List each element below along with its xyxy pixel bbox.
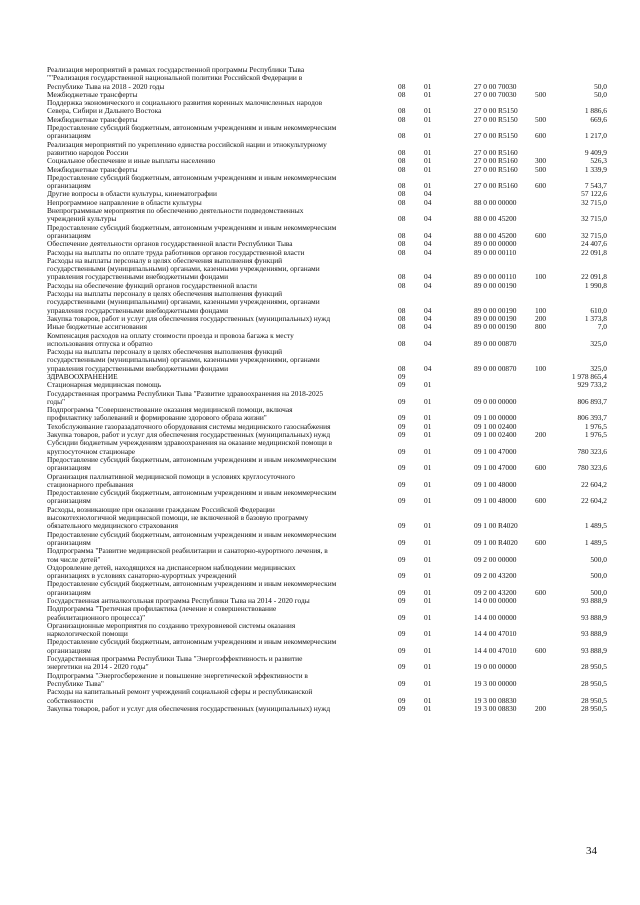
amount: 93 888,9 bbox=[581, 612, 607, 622]
table-row bbox=[47, 257, 607, 282]
section-code: 09 bbox=[398, 695, 406, 705]
subsection-code: 01 bbox=[424, 554, 432, 564]
table-row bbox=[47, 506, 607, 531]
subsection-code: 01 bbox=[424, 678, 432, 688]
subsection-code: 04 bbox=[424, 230, 432, 240]
section-code: 09 bbox=[398, 596, 406, 605]
expense-type-code: 500 bbox=[535, 89, 547, 99]
target-item-code: 27 0 00 R5150 bbox=[474, 106, 518, 116]
amount: 526,3 bbox=[590, 156, 607, 166]
table-row bbox=[47, 622, 607, 639]
amount: 32 715,0 bbox=[581, 230, 607, 240]
section-code: 08 bbox=[398, 147, 406, 157]
target-item-code: 19 3 00 08830 bbox=[474, 703, 517, 713]
subsection-code: 01 bbox=[424, 629, 432, 639]
target-item-code: 89 0 00 00190 bbox=[474, 280, 517, 290]
expense-name: Подпрограмма "Третичная профилактика (лечение и совершенствование реабилитационного процесса)" bbox=[47, 604, 277, 622]
target-item-code: 27 0 00 R5150 bbox=[474, 114, 518, 124]
table-row bbox=[47, 439, 607, 456]
section-code: 08 bbox=[398, 230, 406, 240]
subsection-code: 01 bbox=[424, 380, 432, 390]
target-item-code: 09 2 00 43200 bbox=[474, 571, 517, 581]
section-code: 09 bbox=[398, 554, 406, 564]
amount: 1 339,9 bbox=[584, 164, 607, 174]
subsection-code: 01 bbox=[424, 662, 432, 672]
subsection-code: 01 bbox=[424, 521, 432, 531]
expense-name: Субсидии бюджетным учреждениям здравоохранения на оказание медицинской помощи в круглосуточном стационаре bbox=[47, 438, 333, 456]
section-code: 08 bbox=[398, 272, 406, 282]
expense-name: Организационные мероприятия по созданию трехуровневой системы оказания наркологической помощи bbox=[47, 620, 296, 639]
amount: 780 323,6 bbox=[577, 463, 607, 473]
subsection-code: 01 bbox=[424, 421, 432, 431]
expense-name: Компенсация расходов на оплату стоимости проезда и провоза багажа к месту использования отпуска и обратно bbox=[47, 330, 294, 348]
subsection-code: 01 bbox=[424, 81, 432, 91]
subsection-code: 01 bbox=[424, 695, 432, 705]
amount: 28 950,5 bbox=[581, 695, 607, 705]
table-row bbox=[47, 224, 607, 241]
table-row bbox=[47, 141, 607, 158]
target-item-code: 27 0 00 70030 bbox=[474, 81, 517, 91]
amount: 929 733,2 bbox=[577, 380, 607, 390]
expense-name: Расходы на капитальный ремонт учреждений социальной сферы и республиканской собственности bbox=[47, 687, 313, 705]
amount: 24 407,6 bbox=[581, 239, 607, 249]
table-row bbox=[47, 688, 607, 705]
target-item-code: 09 1 00 00000 bbox=[474, 413, 517, 423]
expense-name: Закупка товаров, работ и услуг для обеспечения государственных (муниципальных) нужд bbox=[47, 313, 331, 323]
expense-name: Расходы на выплаты персоналу в целях обеспечения выполнения функций государственными (муниципальными) органами, казенными учреждениями, органами управления государственными внебюджетными фондами bbox=[47, 255, 320, 282]
section-code: 09 bbox=[398, 463, 406, 473]
target-item-code: 19 3 00 00000 bbox=[474, 678, 517, 688]
target-item-code: 14 4 00 47010 bbox=[474, 629, 517, 639]
expense-type-code: 100 bbox=[535, 363, 547, 373]
amount: 32 715,0 bbox=[581, 214, 607, 224]
expense-name: Организация паллиативной медицинской помощи в условиях круглосуточного стационарного пребывания bbox=[47, 471, 295, 489]
section-code: 08 bbox=[398, 197, 406, 207]
subsection-code: 04 bbox=[424, 189, 432, 199]
expense-type-code: 600 bbox=[535, 537, 547, 547]
section-code: 08 bbox=[398, 338, 406, 348]
amount: 93 888,9 bbox=[581, 596, 607, 605]
target-item-code: 09 2 00 00000 bbox=[474, 554, 517, 564]
expense-name: Реализация мероприятий по укреплению единства российской нации и этнокультурному развитию народов России bbox=[47, 139, 327, 157]
amount: 32 715,0 bbox=[581, 197, 607, 207]
section-code: 08 bbox=[398, 114, 406, 124]
target-item-code: 09 1 00 02400 bbox=[474, 421, 517, 431]
page-number: 34 bbox=[586, 845, 597, 857]
amount: 50,0 bbox=[594, 89, 607, 99]
target-item-code: 14 4 00 00000 bbox=[474, 612, 517, 622]
section-code: 09 bbox=[398, 380, 406, 390]
subsection-code: 04 bbox=[424, 363, 432, 373]
section-code: 09 bbox=[398, 703, 406, 713]
table-row bbox=[47, 332, 607, 349]
section-code: 08 bbox=[398, 181, 406, 191]
section-code: 09 bbox=[398, 479, 406, 489]
target-item-code: 27 0 00 R5160 bbox=[474, 164, 518, 174]
expense-name: Межбюджетные трансферты bbox=[47, 89, 138, 99]
expense-name: Государственная программа Республики Тыва "Развитие здравоохранения на 2018-2025 годы" bbox=[47, 388, 324, 406]
target-item-code: 19 3 00 08830 bbox=[474, 695, 517, 705]
expense-name: Техобслуживание газоразадаточного оборудования системы медицинского газоснабжения bbox=[47, 421, 331, 431]
subsection-code: 04 bbox=[424, 305, 432, 315]
expense-type-code: 500 bbox=[535, 164, 547, 174]
table-row bbox=[47, 348, 607, 373]
expense-name: Предоставление субсидий бюджетным, автономным учреждениям и иным некоммерческим организациям bbox=[47, 172, 337, 191]
amount: 1 489,5 bbox=[584, 537, 607, 547]
amount: 22 604,2 bbox=[581, 479, 607, 489]
target-item-code: 27 0 00 R5160 bbox=[474, 156, 518, 166]
amount: 28 950,5 bbox=[581, 662, 607, 672]
subsection-code: 01 bbox=[424, 413, 432, 423]
amount: 28 950,5 bbox=[581, 703, 607, 713]
section-code: 08 bbox=[398, 214, 406, 224]
subsection-code: 01 bbox=[424, 496, 432, 506]
amount: 1 976,5 bbox=[584, 421, 607, 431]
table-row bbox=[47, 605, 607, 622]
subsection-code: 01 bbox=[424, 596, 432, 605]
subsection-code: 01 bbox=[424, 164, 432, 174]
subsection-code: 04 bbox=[424, 247, 432, 257]
expense-name: Подпрограмма "Совершенствование оказания медицинской помощи, включая профилактику заболеваний и формирование здорового образа жизни" bbox=[47, 405, 293, 423]
section-code: 09 bbox=[398, 421, 406, 431]
expense-name: Межбюджетные трансферты bbox=[47, 164, 138, 174]
section-code: 09 bbox=[398, 629, 406, 639]
amount: 500,0 bbox=[590, 554, 607, 564]
expense-name: Непрограммное направление в области культуры bbox=[47, 197, 202, 207]
amount: 806 393,7 bbox=[577, 413, 607, 423]
section-code: 09 bbox=[398, 645, 406, 655]
table-row bbox=[47, 655, 607, 672]
expense-name: Иные бюджетные ассигнования bbox=[47, 322, 148, 332]
subsection-code: 01 bbox=[424, 571, 432, 581]
table-row bbox=[47, 580, 607, 597]
target-item-code: 89 0 00 00000 bbox=[474, 239, 517, 249]
expense-name: ЗДРАВООХРАНЕНИЕ bbox=[47, 371, 118, 381]
section-code: 09 bbox=[398, 571, 406, 581]
expense-name: Предоставление субсидий бюджетным, автономным учреждениям и иным некоммерческим организациям bbox=[47, 222, 337, 240]
expense-name: Государственная программа Республики Тыва "Энергоэффективность и развитие энергетики на 2014 - 2020 годы" bbox=[47, 654, 303, 672]
table-row bbox=[47, 124, 607, 141]
table-row bbox=[47, 207, 607, 224]
amount: 1 978 865,4 bbox=[571, 371, 607, 381]
target-item-code: 09 1 00 47000 bbox=[474, 463, 517, 473]
amount: 1 976,5 bbox=[584, 430, 607, 440]
amount: 22 091,8 bbox=[581, 272, 607, 282]
section-code: 08 bbox=[398, 305, 406, 315]
expense-type-code: 600 bbox=[535, 131, 547, 141]
target-item-code: 27 0 00 R5160 bbox=[474, 181, 518, 191]
expense-name: Предоставление субсидий бюджетным, автономным учреждениям и иным некоммерческим организациям bbox=[47, 637, 337, 655]
table-row bbox=[47, 547, 607, 564]
expense-name: Расходы, возникающие при оказании гражданам Российской Федерации высокотехнологичной медицинской помощи, не включенной в базовую программу обязательного медицинского страхования bbox=[47, 504, 309, 531]
subsection-code: 01 bbox=[424, 181, 432, 191]
expense-type-code: 200 bbox=[535, 430, 547, 440]
section-code: 08 bbox=[398, 239, 406, 249]
subsection-code: 04 bbox=[424, 197, 432, 207]
amount: 780 323,6 bbox=[577, 446, 607, 456]
target-item-code: 88 0 00 45200 bbox=[474, 214, 517, 224]
subsection-code: 01 bbox=[424, 537, 432, 547]
section-code: 08 bbox=[398, 131, 406, 141]
amount: 325,0 bbox=[590, 338, 607, 348]
expense-type-code: 500 bbox=[535, 114, 547, 124]
expense-name: Поддержка экономического и социального развития коренных малочисленных народов Севера, Сибири и Дальнего Востока bbox=[47, 98, 323, 116]
expense-name: Предоставление субсидий бюджетным, автономным учреждениям и иным некоммерческим организациям bbox=[47, 123, 337, 141]
expense-name: Обеспечение деятельности органов государственной власти Республики Тыва bbox=[47, 239, 293, 249]
amount: 806 893,7 bbox=[577, 396, 607, 406]
subsection-code: 01 bbox=[424, 131, 432, 141]
target-item-code: 09 1 00 48000 bbox=[474, 496, 517, 506]
subsection-code: 04 bbox=[424, 280, 432, 290]
section-code: 08 bbox=[398, 189, 406, 199]
section-code: 09 bbox=[398, 612, 406, 622]
section-code: 08 bbox=[398, 156, 406, 166]
subsection-code: 01 bbox=[424, 463, 432, 473]
target-item-code: 89 0 00 00870 bbox=[474, 363, 517, 373]
target-item-code: 89 0 00 00110 bbox=[474, 247, 517, 257]
subsection-code: 01 bbox=[424, 156, 432, 166]
subsection-code: 04 bbox=[424, 239, 432, 249]
amount: 28 950,5 bbox=[581, 678, 607, 688]
subsection-code: 01 bbox=[424, 147, 432, 157]
section-code: 09 bbox=[398, 678, 406, 688]
expense-type-code: 600 bbox=[535, 181, 547, 191]
subsection-code: 01 bbox=[424, 703, 432, 713]
expense-name: Расходы на выплаты персоналу в целях обеспечения выполнения функций государственными (муниципальными) органами, казенными учреждениями, органами управления государственными внебюджетными фондами bbox=[47, 347, 320, 373]
section-code: 09 bbox=[398, 521, 406, 531]
amount: 1 373,8 bbox=[584, 313, 607, 323]
amount: 9 409,9 bbox=[584, 147, 607, 157]
table-row bbox=[47, 406, 607, 423]
table-row bbox=[47, 531, 607, 548]
subsection-code: 01 bbox=[424, 446, 432, 456]
amount: 1 489,5 bbox=[584, 521, 607, 531]
subsection-code: 04 bbox=[424, 322, 432, 332]
table-row bbox=[47, 66, 607, 91]
table-row bbox=[47, 638, 607, 655]
expense-name: Социальное обеспечение и иные выплаты населению bbox=[47, 156, 216, 166]
table-row bbox=[47, 473, 607, 490]
expense-type-code: 600 bbox=[535, 230, 547, 240]
target-item-code: 09 1 00 02400 bbox=[474, 430, 517, 440]
table-row bbox=[47, 174, 607, 191]
expense-name: Закупка товаров, работ и услуг для обеспечения государственных (муниципальных) нужд bbox=[47, 430, 331, 440]
section-code: 09 bbox=[398, 396, 406, 406]
target-item-code: 09 1 00 R4020 bbox=[474, 537, 518, 547]
section-code: 09 bbox=[398, 446, 406, 456]
table-row bbox=[47, 99, 607, 116]
budget-table bbox=[47, 66, 607, 713]
expense-type-code: 200 bbox=[535, 703, 547, 713]
target-item-code: 14 4 00 47010 bbox=[474, 645, 517, 655]
subsection-code: 01 bbox=[424, 430, 432, 440]
subsection-code: 01 bbox=[424, 587, 432, 597]
section-code: 08 bbox=[398, 313, 406, 323]
section-code: 08 bbox=[398, 106, 406, 116]
section-code: 08 bbox=[398, 363, 406, 373]
subsection-code: 04 bbox=[424, 272, 432, 282]
section-code: 08 bbox=[398, 164, 406, 174]
expense-type-code: 600 bbox=[535, 496, 547, 506]
expense-name: Реализация мероприятий в рамках государственной программы Республики Тыва ""Реализация государственной национальной политики Российской Федерации в Республике Тыва на 2018 - 2020 годы bbox=[47, 65, 305, 91]
amount: 93 888,9 bbox=[581, 629, 607, 639]
expense-name: Предоставление субсидий бюджетным, автономным учреждениям и иным некоммерческим организациям bbox=[47, 454, 337, 473]
table-row bbox=[47, 390, 607, 407]
target-item-code: 89 0 00 00870 bbox=[474, 338, 517, 348]
amount: 7 543,7 bbox=[584, 181, 607, 191]
section-code: 08 bbox=[398, 322, 406, 332]
expense-name: Расходы на выплаты по оплате труда работников органов государственной власти bbox=[47, 247, 305, 257]
subsection-code: 01 bbox=[424, 396, 432, 406]
amount: 7,0 bbox=[597, 322, 607, 332]
expense-name: Закупка товаров, работ и услуг для обеспечения государственных (муниципальных) нужд bbox=[47, 703, 331, 713]
amount: 325,0 bbox=[590, 363, 607, 373]
expense-name: Расходы на обеспечение функций органов государственной власти bbox=[47, 280, 257, 290]
expense-name: Предоставление субсидий бюджетным, автономным учреждениям и иным некоммерческим организациям bbox=[47, 488, 337, 506]
expense-name: Другие вопросы в области культуры, кинематографии bbox=[47, 189, 217, 199]
amount: 50,0 bbox=[594, 81, 607, 91]
table-row bbox=[47, 672, 607, 689]
expense-type-code: 100 bbox=[535, 305, 547, 315]
subsection-code: 01 bbox=[424, 106, 432, 116]
expense-type-code: 600 bbox=[535, 645, 547, 655]
target-item-code: 89 0 00 00190 bbox=[474, 313, 517, 323]
section-code: 08 bbox=[398, 247, 406, 257]
table-row bbox=[47, 564, 607, 581]
expense-name: Оздоровление детей, находящихся на диспансерном наблюдении медицинских организациях в условиях санаторно-курортных учреждений bbox=[47, 562, 296, 581]
subsection-code: 01 bbox=[424, 479, 432, 489]
target-item-code: 09 1 00 48000 bbox=[474, 479, 517, 489]
amount: 669,6 bbox=[590, 114, 607, 124]
amount: 57 122,6 bbox=[581, 189, 607, 199]
expense-name: Предоставление субсидий бюджетным, автономным учреждениям и иным некоммерческим организациям bbox=[47, 579, 337, 597]
table-row bbox=[47, 456, 607, 473]
amount: 500,0 bbox=[590, 587, 607, 597]
target-item-code: 14 0 00 00000 bbox=[474, 596, 517, 605]
amount: 1 217,0 bbox=[584, 131, 607, 141]
section-code: 09 bbox=[398, 537, 406, 547]
expense-name: Подпрограмма "Энергосбережение и повышение энергетической эффективности в Республике Тыва" bbox=[47, 670, 308, 688]
section-code: 08 bbox=[398, 280, 406, 290]
expense-name: Подпрограмма "Развитие медицинской реабилитации и санаторно-курортного лечения, в том числе детей" bbox=[47, 546, 328, 564]
expense-name: Предоставление субсидий бюджетным, автономным учреждениям и иным некоммерческим организациям bbox=[47, 529, 337, 547]
expense-name: Внепрограммные мероприятия по обеспечению деятельности подведомственных учреждений культуры bbox=[47, 206, 304, 224]
expense-name: Государственная антиалкогольная программа Республики Тыва на 2014 - 2020 годы bbox=[47, 596, 310, 605]
table-row bbox=[47, 489, 607, 506]
amount: 93 888,9 bbox=[581, 645, 607, 655]
target-item-code: 09 0 00 00000 bbox=[474, 396, 517, 406]
section-code: 09 bbox=[398, 430, 406, 440]
target-item-code: 19 0 00 00000 bbox=[474, 662, 517, 672]
amount: 500,0 bbox=[590, 571, 607, 581]
expense-type-code: 600 bbox=[535, 587, 547, 597]
section-code: 09 bbox=[398, 413, 406, 423]
subsection-code: 01 bbox=[424, 645, 432, 655]
section-code: 08 bbox=[398, 89, 406, 99]
amount: 22 604,2 bbox=[581, 496, 607, 506]
subsection-code: 04 bbox=[424, 338, 432, 348]
section-code: 08 bbox=[398, 81, 406, 91]
target-item-code: 27 0 00 R5150 bbox=[474, 131, 518, 141]
section-code: 09 bbox=[398, 371, 406, 381]
expense-name: Расходы на выплаты персоналу в целях обеспечения выполнения функций государственными (муниципальными) органами, казенными учреждениями, органами управления государственными внебюджетными фондами bbox=[47, 289, 320, 315]
expense-type-code: 800 bbox=[535, 322, 547, 332]
target-item-code: 09 1 00 R4020 bbox=[474, 521, 518, 531]
target-item-code: 09 1 00 47000 bbox=[474, 446, 517, 456]
target-item-code: 89 0 00 00190 bbox=[474, 305, 517, 315]
amount: 22 091,8 bbox=[581, 247, 607, 257]
amount: 1 990,8 bbox=[584, 280, 607, 290]
section-code: 09 bbox=[398, 496, 406, 506]
subsection-code: 04 bbox=[424, 214, 432, 224]
target-item-code: 89 0 00 00190 bbox=[474, 322, 517, 332]
table-row bbox=[47, 290, 607, 315]
target-item-code: 27 0 00 70030 bbox=[474, 89, 517, 99]
expense-type-code: 100 bbox=[535, 272, 547, 282]
subsection-code: 01 bbox=[424, 89, 432, 99]
subsection-code: 01 bbox=[424, 114, 432, 124]
amount: 1 886,6 bbox=[584, 106, 607, 116]
expense-name: Межбюджетные трансферты bbox=[47, 114, 138, 124]
expense-type-code: 200 bbox=[535, 313, 547, 323]
target-item-code: 88 0 00 45200 bbox=[474, 230, 517, 240]
table-row bbox=[47, 705, 607, 713]
expense-type-code: 300 bbox=[535, 156, 547, 166]
target-item-code: 89 0 00 00110 bbox=[474, 272, 517, 282]
expense-name: Стационарная медицинская помощь bbox=[47, 380, 162, 390]
subsection-code: 01 bbox=[424, 612, 432, 622]
section-code: 09 bbox=[398, 587, 406, 597]
amount: 610,0 bbox=[590, 305, 607, 315]
target-item-code: 27 0 00 R5160 bbox=[474, 147, 518, 157]
target-item-code: 88 0 00 00000 bbox=[474, 197, 517, 207]
subsection-code: 04 bbox=[424, 313, 432, 323]
expense-type-code: 600 bbox=[535, 463, 547, 473]
section-code: 09 bbox=[398, 662, 406, 672]
target-item-code: 09 2 00 43200 bbox=[474, 587, 517, 597]
